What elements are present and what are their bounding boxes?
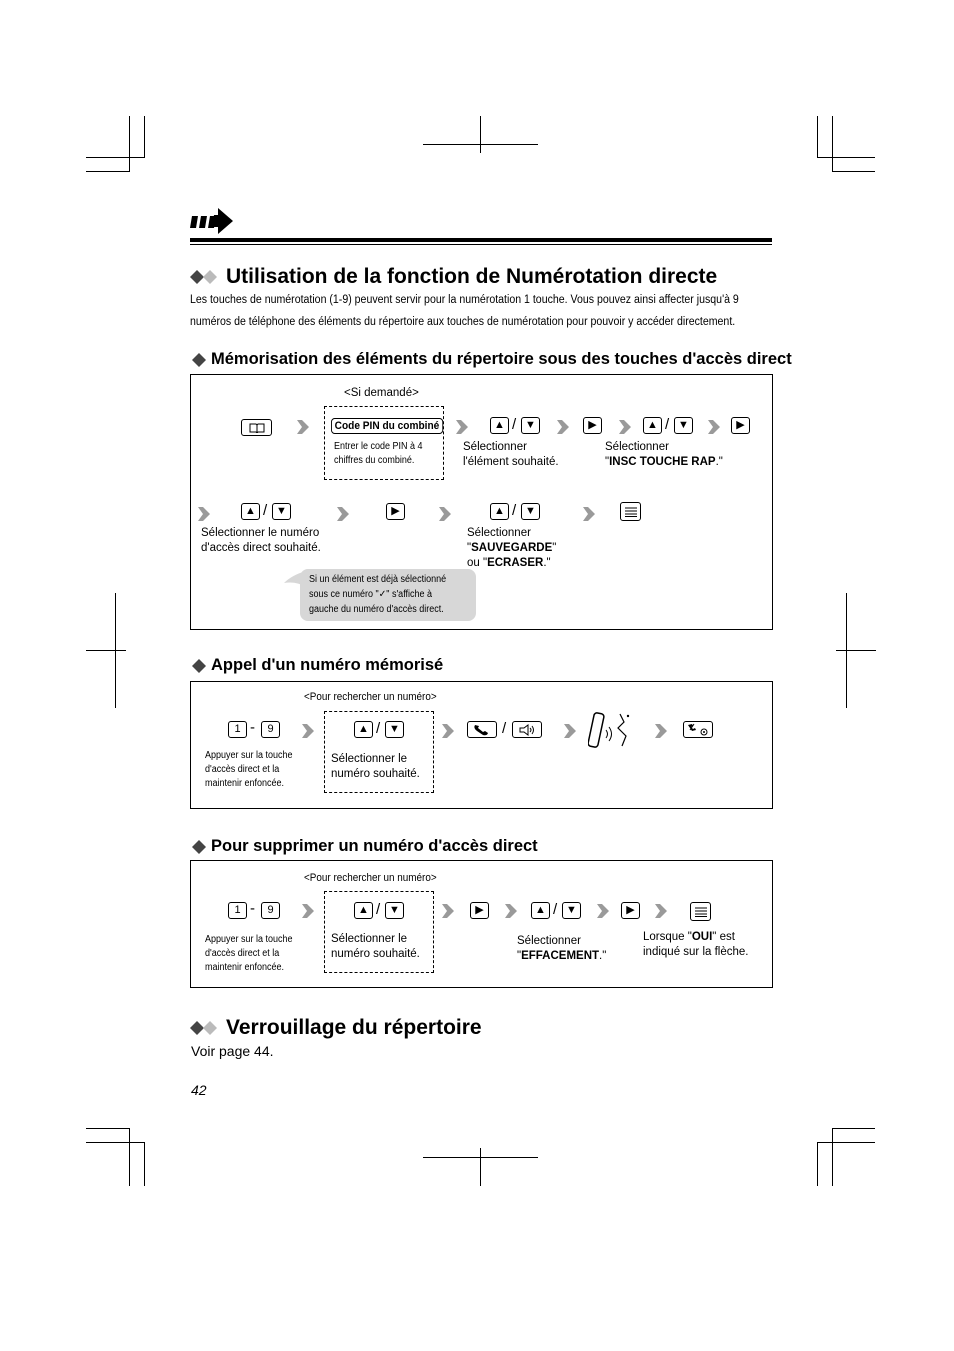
section1-title-row — [192, 350, 792, 369]
step-arrow-icon — [442, 901, 454, 921]
oui-note: Lorsque "OUI" est indiqué sur la flèche. — [643, 931, 749, 958]
slash: / — [512, 502, 517, 519]
up-key[interactable]: ▲ — [643, 417, 662, 434]
page-number: 42 — [191, 1082, 207, 1098]
section4-text: Voir page 44. — [191, 1043, 274, 1059]
section2-title-row — [192, 656, 443, 675]
step-arrow-icon — [505, 901, 517, 921]
slash: / — [502, 720, 507, 737]
main-title: Utilisation de la fonction de Numérotation directe — [226, 265, 718, 288]
key-1[interactable]: 1 — [228, 902, 247, 919]
menu-key[interactable] — [690, 902, 711, 921]
right-key[interactable]: ▶ — [386, 503, 405, 520]
double-diamond-icon — [190, 270, 218, 284]
diamond-icon — [192, 353, 206, 367]
down-key[interactable]: ▼ — [385, 721, 404, 738]
main-title-row — [190, 265, 717, 289]
diamond-icon — [192, 840, 206, 854]
step-arrow-icon — [655, 721, 667, 741]
phonebook-key[interactable] — [241, 419, 272, 436]
select-sauvegarde-note: Sélectionner "SAUVEGARDE" ou "ECRASER." — [467, 527, 557, 569]
up-key[interactable]: ▲ — [354, 721, 373, 738]
down-key[interactable]: ▼ — [674, 417, 693, 434]
dash: - — [250, 719, 255, 736]
down-key[interactable]: ▼ — [562, 902, 581, 919]
select-effacement-note: Sélectionner "EFFACEMENT." — [517, 935, 607, 962]
intro-line1: Les touches de numérotation (1-9) peuvent servir pour la numérotation 1 touche. Vous pouvez ainsi affecter jusqu'à 9 — [190, 294, 739, 306]
up-key[interactable]: ▲ — [531, 902, 550, 919]
step-arrow-icon — [442, 721, 454, 741]
step-arrow-icon — [439, 504, 451, 524]
intro-text — [190, 289, 770, 333]
step-arrow-icon — [583, 504, 595, 524]
select-number-note: Sélectionner le numéro d'accès direct souhaité. — [201, 527, 321, 554]
search-label: <Pour rechercher un numéro> — [304, 872, 437, 884]
search-label: <Pour rechercher un numéro> — [304, 691, 437, 703]
off-key[interactable] — [683, 721, 713, 738]
bubble-tail — [284, 569, 306, 591]
right-key[interactable]: ▶ — [583, 417, 602, 434]
down-key[interactable]: ▼ — [521, 503, 540, 520]
select-number-note: Sélectionner le numéro souhaité. — [331, 933, 420, 960]
code-pin-key[interactable]: Code PIN du combiné — [331, 418, 443, 434]
section1-box — [190, 374, 773, 630]
up-key[interactable]: ▲ — [241, 503, 260, 520]
key-9[interactable]: 9 — [261, 721, 280, 738]
dash: - — [250, 900, 255, 917]
section3-title: Pour supprimer un numéro d'accès direct — [211, 837, 538, 855]
bubble-text: Si un élément est déjà sélectionné sous ce numéro "✓" s'affiche à gauche du numéro d'accès direct. — [309, 574, 447, 615]
slash: / — [376, 720, 381, 737]
tab-arrow-icon — [190, 208, 234, 234]
step-arrow-icon — [302, 721, 314, 741]
up-key[interactable]: ▲ — [354, 902, 373, 919]
menu-lines-icon — [625, 507, 637, 517]
down-key[interactable]: ▼ — [272, 503, 291, 520]
header-rule-thin — [190, 244, 772, 245]
key-1[interactable]: 1 — [228, 721, 247, 738]
right-key[interactable]: ▶ — [621, 902, 640, 919]
handset-talking-icon — [588, 710, 636, 750]
right-key[interactable]: ▶ — [731, 417, 750, 434]
header-rule-thick — [190, 238, 772, 242]
step-arrow-icon — [708, 417, 720, 437]
section3-title-row — [192, 837, 538, 856]
intro-line2: numéros de téléphone des éléments du répertoire aux touches de numérotation pour pouvoir y accéder directement. — [190, 316, 736, 328]
pin-note: Entrer le code PIN à 4 chiffres du combiné. — [334, 441, 423, 466]
talk-key[interactable] — [467, 721, 497, 738]
slash: / — [263, 502, 268, 519]
press-key-note: Appuyer sur la touche d'accès direct et la maintenir enfoncée. — [205, 750, 293, 789]
step-arrow-icon — [297, 417, 309, 437]
step-arrow-icon — [198, 504, 210, 524]
section2-title: Appel d'un numéro mémorisé — [211, 656, 444, 674]
select-number-note: Sélectionner le numéro souhaité. — [331, 753, 420, 780]
step-arrow-icon — [302, 901, 314, 921]
step-arrow-icon — [456, 417, 468, 437]
down-key[interactable]: ▼ — [385, 902, 404, 919]
speaker-key[interactable] — [512, 721, 542, 738]
select-insc-note: Sélectionner "INSC TOUCHE RAP." — [605, 441, 723, 468]
right-key[interactable]: ▶ — [470, 902, 489, 919]
step-arrow-icon — [337, 504, 349, 524]
up-key[interactable]: ▲ — [490, 503, 509, 520]
step-arrow-icon — [564, 721, 576, 741]
si-demande: <Si demandé> — [344, 387, 419, 399]
slash: / — [512, 416, 517, 433]
select-element-note: Sélectionner l'élément souhaité. — [463, 441, 559, 468]
menu-key[interactable] — [620, 502, 641, 521]
diamond-icon — [192, 659, 206, 673]
section4-title: Verrouillage du répertoire — [226, 1016, 482, 1039]
press-key-note: Appuyer sur la touche d'accès direct et la maintenir enfoncée. — [205, 934, 293, 973]
section1-title: Mémorisation des éléments du répertoire sous des touches d'accès direct — [211, 350, 792, 368]
step-arrow-icon — [619, 417, 631, 437]
menu-lines-icon — [695, 907, 707, 917]
step-arrow-icon — [557, 417, 569, 437]
slash: / — [553, 901, 558, 918]
key-9[interactable]: 9 — [261, 902, 280, 919]
double-diamond-icon — [190, 1021, 218, 1035]
hangup-icon — [687, 723, 709, 736]
step-arrow-icon — [597, 901, 609, 921]
book-icon — [249, 423, 265, 433]
step-arrow-icon — [655, 901, 667, 921]
up-key[interactable]: ▲ — [490, 417, 509, 434]
slash: / — [376, 901, 381, 918]
slash: / — [665, 416, 670, 433]
down-key[interactable]: ▼ — [521, 417, 540, 434]
handset-icon — [473, 724, 491, 736]
section4-title-row — [190, 1016, 482, 1040]
speaker-icon — [518, 724, 536, 736]
